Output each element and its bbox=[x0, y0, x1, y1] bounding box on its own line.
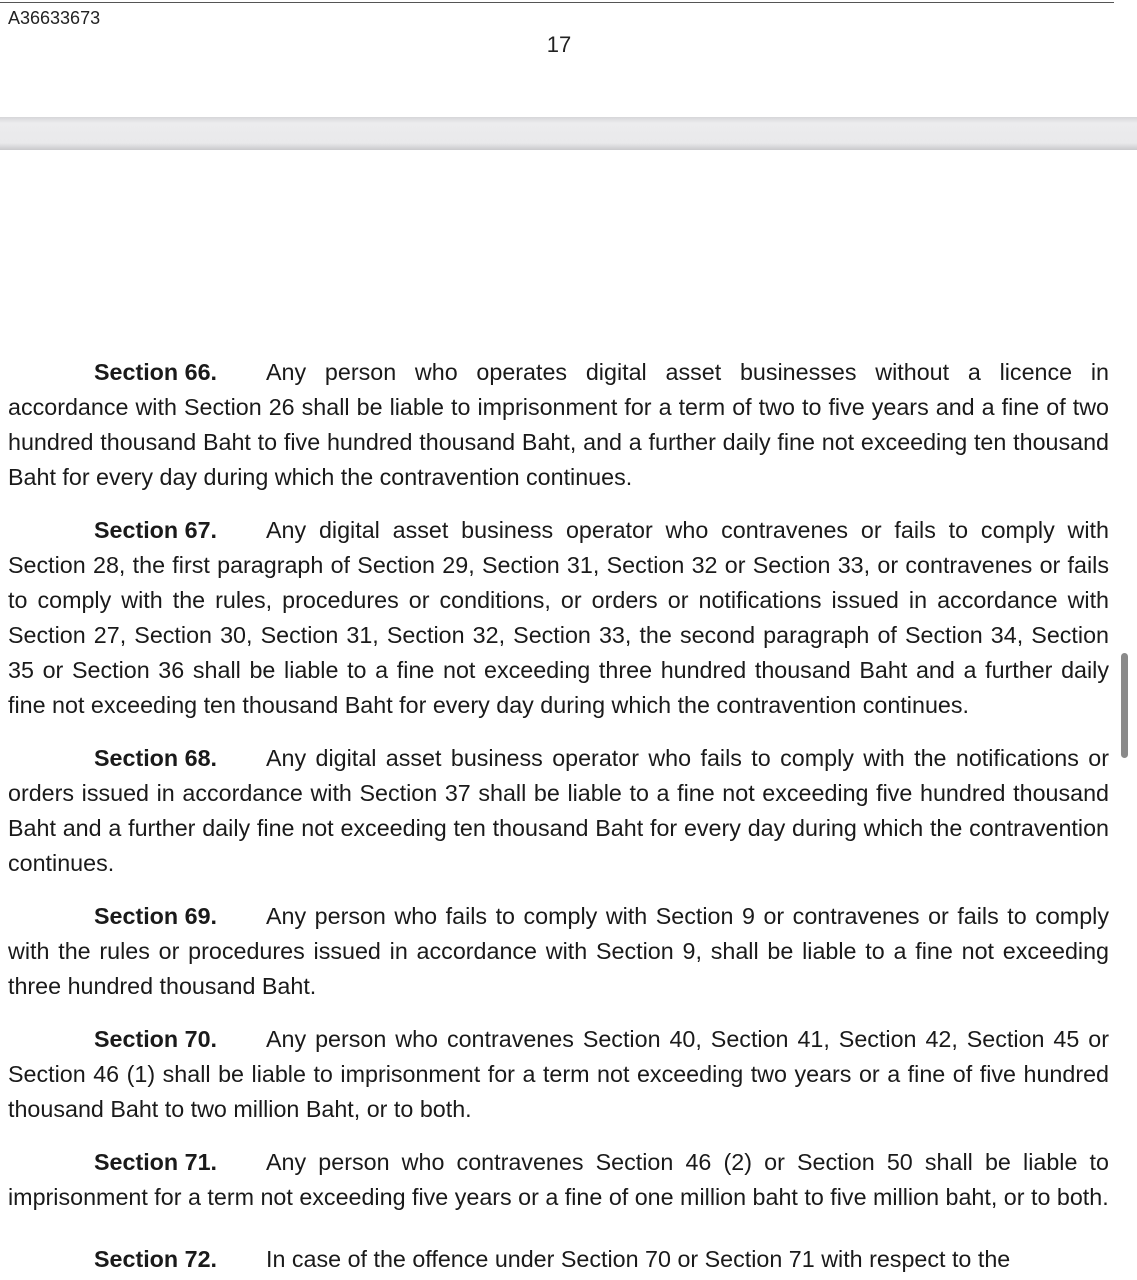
section-text: Any person who operates digital asset businesses without a licence in accordance with Section 26 shall be liable to imprisonment for a term of two to five years and a fine of two hundred thousand Baht to five hundred thousand Baht, and a further daily fine not exceeding ten thousand Baht for every day during which the contravention continues. bbox=[8, 359, 1109, 490]
section-label: Section 72. bbox=[94, 1246, 218, 1272]
section-text: Any digital asset business operator who contravenes or fails to comply with Section 28, the first paragraph of Section 29, Section 31, Section 32 or Section 33, or contravenes or fails to comply with the rules, procedures or conditions, or orders or notifications issued in accordance with Section 27, Section 30, Section 31, Section 32, Section 33, the second paragraph of Section 34, Section 35 or Section 36 shall be liable to a fine not exceeding three hundred thousand Baht and a further daily fine not exceeding ten thousand Baht for every day during which the contravention continues. bbox=[8, 517, 1109, 718]
page-number: 17 bbox=[546, 32, 572, 57]
section-72-partial bbox=[8, 1246, 1109, 1280]
section-text: Any person who fails to comply with Section 9 or contravenes or fails to comply with the rules or procedures issued in accordance with Section 9, shall be liable to a fine not exceeding three hundred thousand Baht. bbox=[8, 903, 1109, 999]
section-72-clip bbox=[8, 1242, 1109, 1277]
section-66 bbox=[8, 355, 1109, 495]
section-label: Section 71. bbox=[94, 1149, 218, 1175]
section-label: Section 66. bbox=[94, 359, 218, 385]
section-label: Section 70. bbox=[94, 1026, 218, 1052]
section-67 bbox=[8, 513, 1109, 723]
section-70 bbox=[8, 1022, 1109, 1127]
section-71 bbox=[8, 1145, 1109, 1215]
section-69 bbox=[8, 899, 1109, 1004]
section-text: Any digital asset business operator who fails to comply with the notifications or orders issued in accordance with Section 37 shall be liable to a fine not exceeding five hundred thousand Baht and a further daily fine not exceeding ten thousand Baht for every day during which the contravention continues. bbox=[8, 745, 1109, 876]
header-rule bbox=[0, 2, 1114, 3]
vertical-scrollbar-thumb[interactable] bbox=[1121, 653, 1128, 758]
section-label: Section 69. bbox=[94, 903, 218, 929]
section-label: Section 67. bbox=[94, 517, 218, 543]
page-separator bbox=[0, 117, 1137, 150]
section-text: In case of the offence under Section 70 or Section 71 with respect to the bbox=[266, 1246, 1011, 1272]
page-body bbox=[8, 355, 1109, 1272]
section-label: Section 68. bbox=[94, 745, 218, 771]
section-text: Any person who contravenes Section 40, Section 41, Section 42, Section 45 or Section 46 (1) shall be liable to imprisonment for a term not exceeding two years or a fine of five hundred thousand Baht to two million Baht, or to both. bbox=[8, 1026, 1109, 1122]
section-text: Any person who contravenes Section 46 (2) or Section 50 shall be liable to imprisonment for a term not exceeding five years or a fine of one million baht to five million baht, or to both. bbox=[8, 1149, 1109, 1210]
document-id: A36633673 bbox=[8, 8, 101, 28]
section-68 bbox=[8, 741, 1109, 881]
